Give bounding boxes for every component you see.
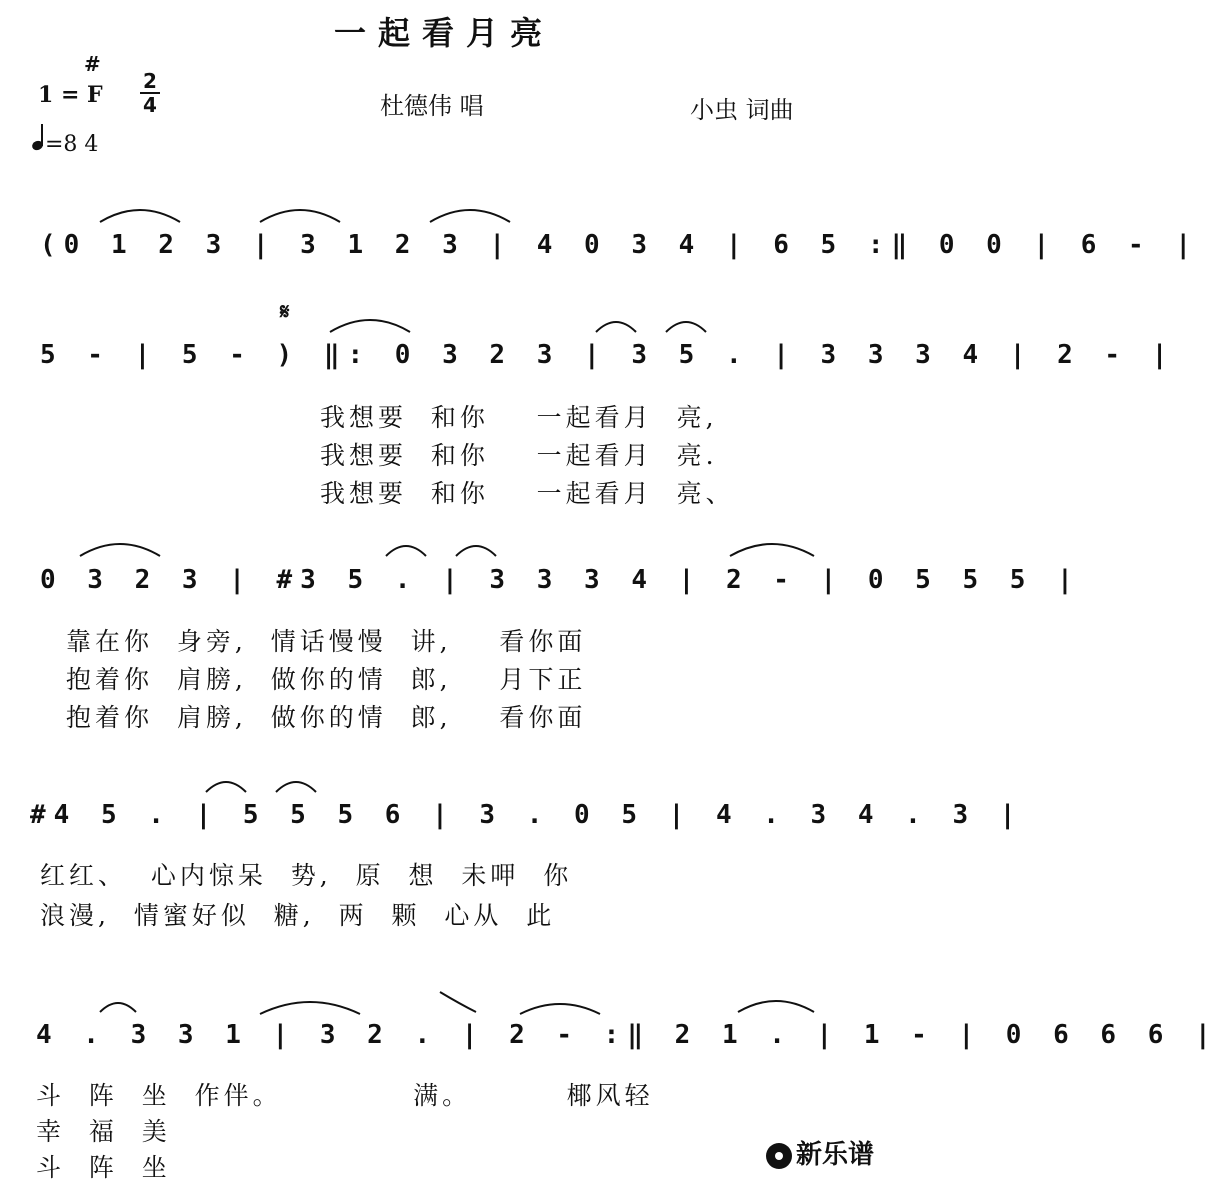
lyric-line-3-verse-3: 抱着你 肩膀, 做你的情 郎, 看你面 xyxy=(66,703,587,732)
author-credit: 小虫 词曲 xyxy=(690,96,794,124)
lyric-line-5-verse-1: 斗 阵 坐 作伴。 满。 椰风轻 xyxy=(36,1081,654,1110)
slur-mark xyxy=(456,546,496,556)
slur-mark xyxy=(738,1001,814,1012)
time-top: 2 xyxy=(143,69,157,93)
lyric-line-5-verse-2: 幸 福 美 xyxy=(36,1117,171,1146)
record-disc-icon xyxy=(766,1143,792,1169)
score-line-3: 0 3 2 3 | #3 5 . | 3 3 3 4 | 2 - | 0 5 5 5 | xyxy=(40,565,1081,595)
slur-mark xyxy=(440,992,476,1012)
lyric-line-4-verse-2: 浪漫, 情蜜好似 糖, 两 颗 心从 此 xyxy=(40,901,556,930)
lyric-line-4-verse-1: 红红、 心内惊呆 势, 原 想 未呷 你 xyxy=(40,861,573,890)
lyric-line-2-verse-2: 我想要 和你 一起看月 亮. xyxy=(320,441,718,470)
slur-mark xyxy=(260,210,340,222)
key-sharp: # xyxy=(84,52,101,76)
singer-credit: 杜德伟 唱 xyxy=(380,92,484,120)
brand-logo xyxy=(766,1134,874,1171)
score-line-5: 4 . 3 3 1 | 3 2 . | 2 - :‖ 2 1 . | 1 - | 0 6 6 6 | xyxy=(36,1020,1219,1050)
lyric-line-5-verse-3: 斗 阵 坐 xyxy=(36,1153,171,1182)
slur-mark xyxy=(330,320,410,332)
lyric-line-3-verse-2: 抱着你 肩膀, 做你的情 郎, 月下正 xyxy=(66,665,587,694)
slur-mark xyxy=(430,210,510,222)
slur-mark xyxy=(520,1004,600,1014)
score-line-4: #4 5 . | 5 5 5 6 | 3 . 0 5 | 4 . 3 4 . 3 | xyxy=(30,800,1024,830)
slur-mark xyxy=(386,546,426,556)
logo-text: 新乐谱 xyxy=(795,1140,874,1170)
slur-mark xyxy=(100,1003,136,1012)
slur-mark xyxy=(596,322,636,332)
lyric-line-2-verse-3: 我想要 和你 一起看月 亮、 xyxy=(320,479,735,508)
slur-mark xyxy=(80,544,160,556)
slur-mark xyxy=(730,544,814,556)
slur-mark xyxy=(276,782,316,792)
score-line-1: (0 1 2 3 | 3 1 2 3 | 4 0 3 4 | 6 5 :‖ 0 0 | 6 - | xyxy=(40,230,1200,260)
lyric-line-2-verse-1: 我想要 和你 一起看月 亮, xyxy=(320,403,718,432)
slur-mark xyxy=(206,782,246,792)
slur-mark xyxy=(100,210,180,222)
score-line-2: 5 - | 5 - ) ‖: 0 3 2 3 | 3 5 . | 3 3 3 4 | 2 - | xyxy=(40,340,1176,370)
segno-sign: 𝄋 xyxy=(280,300,290,325)
key-signature: 1 = F xyxy=(38,82,103,108)
time-bottom: 4 xyxy=(143,93,157,117)
tempo-value: =8 4 xyxy=(45,132,99,157)
song-title: 一起看月亮 xyxy=(333,14,554,52)
slur-mark xyxy=(666,322,706,332)
lyric-line-3-verse-1: 靠在你 身旁, 情话慢慢 讲, 看你面 xyxy=(66,627,587,656)
slur-mark xyxy=(260,1002,360,1014)
